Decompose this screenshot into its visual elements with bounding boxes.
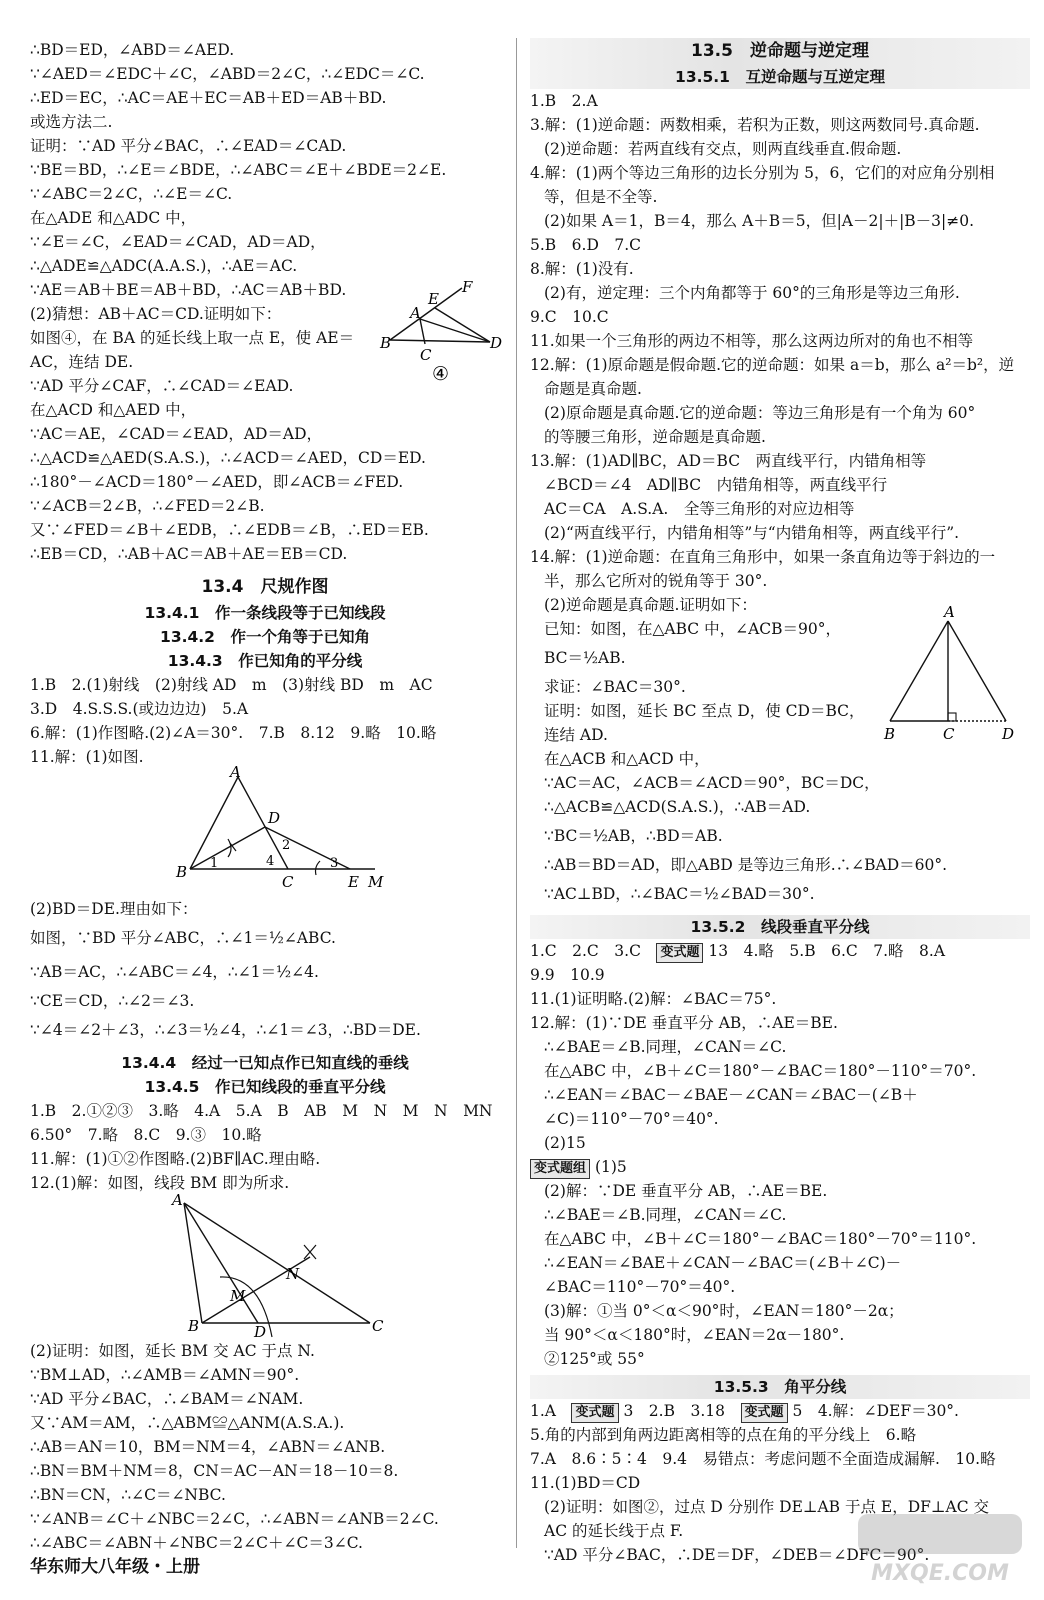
label-B: B: [884, 725, 896, 743]
answer-text: 1.C 2.C 3.C: [530, 942, 657, 960]
answer-line: ∴∠EAN＝∠BAC－∠BAE－∠CAN＝∠BAC－(∠B＋: [544, 1086, 918, 1104]
section-title-13-4-3: 13.4.3 作已知角的平分线: [167, 652, 363, 670]
label-N: N: [286, 1265, 300, 1283]
answer-line: ∴∠EAN＝∠BAE＋∠CAN－∠BAC＝(∠B＋∠C)－: [544, 1254, 902, 1272]
label-E: E: [428, 290, 439, 308]
line-BF: [390, 288, 462, 340]
angle-1: 1: [210, 856, 219, 871]
proof-line: ∵AC＝AC，∠ACB＝∠ACD＝90°，BC＝DC，: [544, 774, 880, 792]
answer-line: (2)15: [544, 1134, 586, 1152]
left-column: [30, 38, 503, 1555]
figure-number: ④: [432, 363, 450, 385]
section-title-13-5-3: 13.5.3 角平分线: [530, 1375, 1030, 1399]
text-line: 证明：∵AD 平分∠BAC，∴∠EAD＝∠CAD.: [30, 137, 347, 155]
proof-line: 已知：如图，在△ABC 中，∠ACB＝90°，: [544, 620, 841, 638]
answer-line: 4.解：(1)两个等边三角形的边长分别为 5，6，它们的对应角分别相: [530, 164, 995, 182]
watermark-text: MXQE.COM: [871, 1561, 1009, 1586]
text-line: ∵AC＝AE，∠CAD＝∠EAD，AD＝AD，: [30, 425, 323, 443]
answer-line: 9.C 10.C: [530, 308, 609, 326]
answer-line: 6.50° 7.略 8.C 9.③ 10.略: [30, 1126, 262, 1144]
proof-line: ∵AD 平分∠BAC，∴∠BAM＝∠NAM.: [30, 1390, 304, 1408]
label-B: B: [188, 1317, 200, 1335]
watermark-icon: [850, 1510, 1030, 1590]
figure-12: [160, 1191, 410, 1341]
label-C: C: [372, 1317, 384, 1335]
answer-line: [530, 1399, 1030, 1423]
text-line: ∵∠AED＝∠EDC＋∠C，∠ABD＝2∠C，∴∠EDC＝∠C.: [30, 65, 425, 83]
angle-2: 2: [282, 838, 291, 853]
proof-line: ∴AB＝BD＝AD，即△ABD 是等边三角形.∴∠BAD＝60°.: [544, 856, 948, 874]
proof-line: 如图，∵BD 平分∠ABC，∴∠1＝½∠ABC.: [30, 929, 336, 947]
answer-text: 3 2.B 3.18: [623, 1402, 741, 1420]
answer-line: (2)逆命题是真命题.证明如下：: [544, 596, 757, 614]
answer-line: 5.B 6.D 7.C: [530, 236, 642, 254]
label-D: D: [254, 1323, 267, 1341]
answer-line: ∠BAC＝110°－70°＝40°.: [544, 1278, 736, 1296]
text-line: 在△ACD 和△AED 中，: [30, 401, 197, 419]
answer-line: 3.D 4.S.S.S.(或边边边) 5.A: [30, 700, 249, 718]
proof-block-1: [30, 38, 503, 566]
label-B: B: [380, 334, 392, 352]
section-title-13-5-2: 13.5.2 线段垂直平分线: [530, 915, 1030, 939]
proof-line: BC＝½AB.: [544, 649, 626, 667]
answer-line: ∴∠BAE＝∠B.同理，∠CAN＝∠C.: [544, 1206, 787, 1224]
text-line: ∵∠ABC＝2∠C，∴∠E＝∠C.: [30, 185, 233, 203]
figure-12-container: [30, 1191, 500, 1341]
right-angle-mark: [948, 713, 956, 721]
proof-line: ∴BN＝CN，∴∠C＝∠NBC.: [30, 1486, 226, 1504]
answer-line: 在△ABC 中，∠B＋∠C＝180°－∠BAC＝180°－70°＝110°.: [544, 1230, 977, 1248]
figure-4: [380, 278, 503, 402]
variant-group-tag: 变式题组: [530, 1159, 590, 1179]
side-AD: [948, 621, 1006, 721]
line-AD: [420, 319, 490, 342]
answer-line: 等，但是不全等.: [544, 188, 658, 206]
angle-4: 4: [266, 854, 275, 869]
proof-line: 又∵AM＝AM，∴△ABM≌△ANM(A.S.A.).: [30, 1414, 345, 1432]
answer-line: 的等腰三角形，逆命题是真命题.: [544, 428, 766, 446]
proof-line: (2)证明：如图，延长 BM 交 AC 于点 N.: [30, 1342, 315, 1360]
answer-line: ∵AD 平分∠BAC，∴DE＝DF，∠DEB＝∠DFC＝90°.: [544, 1546, 930, 1564]
answer-line: 12.解：(1)原命题是假命题.它的逆命题：如果 a＝b，那么 a²＝b²，逆: [530, 356, 1015, 374]
proof-line: ∵CE＝CD，∴∠2＝∠3.: [30, 992, 195, 1010]
label-M: M: [230, 1287, 246, 1305]
answer-line: 11.(1)BD＝CD: [530, 1474, 641, 1492]
answer-line: 在△ABC 中，∠B＋∠C＝180°－∠BAC＝180°－110°＝70°.: [544, 1062, 977, 1080]
line-ED: [435, 308, 490, 342]
answer-line: ∠C)＝110°－70°＝40°.: [544, 1110, 719, 1128]
right-column: [530, 38, 1030, 1567]
answer-line: 1.B 2.①②③ 3.略 4.A 5.A B AB M N M N MN: [30, 1102, 493, 1120]
page-footer: 华东师大八年级・上册: [30, 1557, 200, 1577]
label-A: A: [944, 603, 955, 621]
column-divider: [516, 38, 517, 1548]
label-A: A: [172, 1191, 183, 1209]
answer-line: 11.(1)证明略.(2)解：∠BAC＝75°.: [530, 990, 777, 1008]
section-title-13-4: 13.4 尺规作图: [201, 577, 329, 597]
section-title-13-4-4: 13.4.4 经过一已知点作已知直线的垂线: [121, 1054, 409, 1072]
answer-line: 11.如果一个三角形的两边不相等，那么这两边所对的角也不相等: [530, 332, 974, 350]
text-line: 又∵∠FED＝∠B＋∠EDB，∴∠EDB＝∠B，∴ED＝EB.: [30, 521, 429, 539]
text-line: ∵BE＝BD，∴∠E＝∠BDE，∴∠ABC＝∠E＋∠BDE＝2∠E.: [30, 161, 447, 179]
label-D: D: [490, 334, 503, 352]
answer-line: 命题是真命题.: [544, 380, 642, 398]
answer-line: 1.B 2.A: [530, 92, 598, 110]
proof-line: ∴AB＝AN＝10，BM＝NM＝4，∠ABN＝∠ANB.: [30, 1438, 386, 1456]
proof-line: 在△ACB 和△ACD 中，: [544, 750, 710, 768]
answer-text: 1.A: [530, 1402, 572, 1420]
answer-line: (2)如果 A＝1，B＝4，那么 A＋B＝5，但|A－2|＋|B－3|≠0.: [544, 212, 975, 230]
proof-line: ∴△ACB≌△ACD(S.A.S.)，∴AB＝AD.: [544, 798, 811, 816]
text-line: ∴△ADE≌△ADC(A.A.S.)，∴AE＝AC.: [30, 257, 298, 275]
text-line: ∴ED＝EC，∴AC＝AE＋EC＝AB＋ED＝AB＋BD.: [30, 89, 387, 107]
text-line: ∴BD＝ED，∠ABD＝∠AED.: [30, 41, 235, 59]
section-title-13-4-5: 13.4.5 作已知线段的垂直平分线: [144, 1078, 386, 1096]
text-line: ∴180°－∠ACD＝180°－∠AED，即∠ACB＝∠FED.: [30, 473, 404, 491]
text-line: AC，连结 DE.: [30, 353, 134, 371]
answer-line: 当 90°＜α＜180°时，∠EAN＝2α－180°.: [544, 1326, 845, 1344]
answer-line: (2)有，逆定理：三个内角都等于 60°的三角形是等边三角形.: [544, 284, 960, 302]
proof-line: (2)BD＝DE.理由如下：: [30, 900, 198, 918]
answer-line: (3)解：①当 0°＜α＜90°时，∠EAN＝180°－2α；: [544, 1302, 904, 1320]
section-title-13-5: 13.5 逆命题与逆定理: [530, 38, 1030, 65]
answer-line: 半，那么它所对的锐角等于 30°.: [544, 572, 768, 590]
answer-line: (2)原命题是真命题.它的逆命题：等边三角形是有一个角为 60°: [544, 404, 976, 422]
answer-text: 13 4.略 5.B 6.C 7.略 8.A: [708, 942, 946, 960]
answer-line: 11.解：(1)如图.: [30, 748, 144, 766]
side-AC: [184, 1203, 370, 1323]
label-F: F: [462, 278, 473, 296]
label-A: A: [410, 304, 421, 322]
answer-line: 6.解：(1)作图略.(2)∠A＝30°. 7.B 8.12 9.略 10.略: [30, 724, 437, 742]
answer-line: 14.解：(1)逆命题：在直角三角形中，如果一条直角边等于斜边的一: [530, 548, 996, 566]
label-B: B: [176, 863, 188, 881]
answer-line: AC 的延长线于点 F.: [544, 1522, 684, 1540]
answer-line: 12.解：(1)∵DE 垂直平分 AB，∴AE＝BE.: [530, 1014, 838, 1032]
proof-line: ∴∠ABC＝∠ABN＋∠NBC＝2∠C＋∠C＝3∠C.: [30, 1534, 363, 1552]
answer-line: ∴∠BAE＝∠B.同理，∠CAN＝∠C.: [544, 1038, 787, 1056]
label-C: C: [943, 725, 955, 743]
figure-11-container: [30, 763, 500, 897]
section-title-13-4-1: 13.4.1 作一条线段等于已知线段: [144, 604, 386, 622]
watermark-logo: [850, 1510, 1030, 1590]
label-C: C: [282, 873, 294, 891]
segment-AD: [184, 1203, 258, 1323]
label-M: M: [368, 873, 384, 891]
label-E: E: [348, 873, 359, 891]
answer-line: 13.解：(1)AD∥BC，AD＝BC 两直线平行，内错角相等: [530, 452, 927, 470]
proof-line: ∵BM⊥AD，∴∠AMB＝∠AMN＝90°.: [30, 1366, 300, 1384]
line-BD: [390, 340, 490, 342]
arc-mark: [316, 861, 321, 875]
text-line: ∴EB＝CD，∴AB＋AC＝AB＋AE＝EB＝CD.: [30, 545, 348, 563]
answer-line: (2)逆命题：若两直线有交点，则两直线垂直.假命题.: [544, 140, 902, 158]
answer-line: 11.解：(1)①②作图略.(2)BF∥AC.理由略.: [30, 1150, 321, 1168]
proof-line: ∴BN＝BM＋NM＝8，CN＝AC－AN＝18－10＝8.: [30, 1462, 399, 1480]
answer-line: AC＝CA A.S.A. 全等三角形的对应边相等: [544, 500, 855, 518]
answer-line: (2)“两直线平行，内错角相等”与“内错角相等，两直线平行”.: [544, 524, 960, 542]
label-D: D: [1002, 725, 1015, 743]
answer-line: [530, 939, 1030, 963]
proof-line: ∵AC⊥BD，∴∠BAC＝½∠BAD＝30°.: [544, 885, 815, 903]
section-title-13-5-1: 13.5.1 互逆命题与互逆定理: [530, 65, 1030, 89]
text-line: (2)猜想：AB＋AC＝CD.证明如下：: [30, 305, 282, 323]
proof-line: ∵BC＝½AB，∴BD＝AB.: [544, 827, 723, 845]
text-line: 如图④，在 BA 的延长线上取一点 E，使 AE＝: [30, 329, 355, 347]
answer-line: (2)解：∵DE 垂直平分 AB，∴AE＝BE.: [544, 1182, 828, 1200]
answer-line: ∠BCD＝∠4 AD∥BC 内错角相等，两直线平行: [544, 476, 888, 494]
label-D: D: [268, 809, 281, 827]
answer-line: 5.角的内部到角两边距离相等的点在角的平分线上 6.略: [530, 1426, 917, 1444]
answer-line: 8.解：(1)没有.: [530, 260, 634, 278]
answer-line: 9.9 10.9: [530, 966, 605, 984]
side-AB: [184, 1203, 202, 1323]
answer-text: 5 4.解：∠DEF＝30°.: [792, 1402, 959, 1420]
proof-line: 求证：∠BAC＝30°.: [544, 678, 686, 696]
figure-11: [170, 763, 410, 897]
variant-tag: 变式题: [571, 1403, 618, 1423]
proof-line: 连结 AD.: [544, 726, 608, 744]
side-AC: [238, 777, 291, 869]
proof-line: ∵∠4＝∠2＋∠3，∴∠3＝½∠4，∴∠1＝∠3，∴BD＝DE.: [30, 1021, 421, 1039]
variant-tag: 变式题: [741, 1403, 788, 1423]
angle-3: 3: [330, 856, 339, 871]
answer-line: 3.解：(1)逆命题：两数相乘，若积为正数，则这两数同号.真命题.: [530, 116, 980, 134]
answer-text: (1)5: [590, 1158, 627, 1176]
text-line: ∵∠E＝∠C，∠EAD＝∠CAD，AD＝AD，: [30, 233, 326, 251]
answer-line: [530, 1155, 1030, 1179]
answer-line: 1.B 2.(1)射线 (2)射线 AD m (3)射线 BD m AC: [30, 676, 433, 694]
proof-line: ∵∠ANB＝∠C＋∠NBC＝2∠C，∴∠ABN＝∠ANB＝2∠C.: [30, 1510, 439, 1528]
text-line: 或选方法二.: [30, 113, 113, 131]
text-line: ∵∠ACB＝2∠B，∴∠FED＝2∠B.: [30, 497, 265, 515]
side-AB: [890, 621, 948, 721]
label-A: A: [230, 763, 241, 781]
answer-line: 12.(1)解：如图，线段 BM 即为所求.: [30, 1174, 290, 1192]
section-title-13-4-2: 13.4.2 作一个角等于已知角: [160, 628, 370, 646]
answer-line: ②125°或 55°: [544, 1350, 645, 1368]
text-line: ∴△ACD≌△AED(S.A.S.)，∴∠ACD＝∠AED，CD＝ED.: [30, 449, 426, 467]
text-line: 在△ADE 和△ADC 中，: [30, 209, 197, 227]
label-C: C: [420, 346, 432, 364]
proof-line: 证明：如图，延长 BC 至点 D，使 CD＝BC，: [544, 702, 865, 720]
figure-14: [880, 603, 1030, 747]
answer-line: (2)证明：如图②，过点 D 分别作 DE⊥AB 于点 E，DF⊥AC 交: [544, 1498, 989, 1516]
text-line: ∵AE＝AB＋BE＝AB＋BD，∴AC＝AB＋BD.: [30, 281, 347, 299]
proof-line: ∵AB＝AC，∴∠ABC＝∠4，∴∠1＝½∠4.: [30, 963, 319, 981]
text-line: ∵AD 平分∠CAF，∴∠CAD＝∠EAD.: [30, 377, 294, 395]
answer-line: 7.A 8.6∶5∶4 9.4 易错点：考虑问题不全面造成漏解. 10.略: [530, 1450, 996, 1468]
variant-tag: 变式题: [656, 943, 703, 963]
